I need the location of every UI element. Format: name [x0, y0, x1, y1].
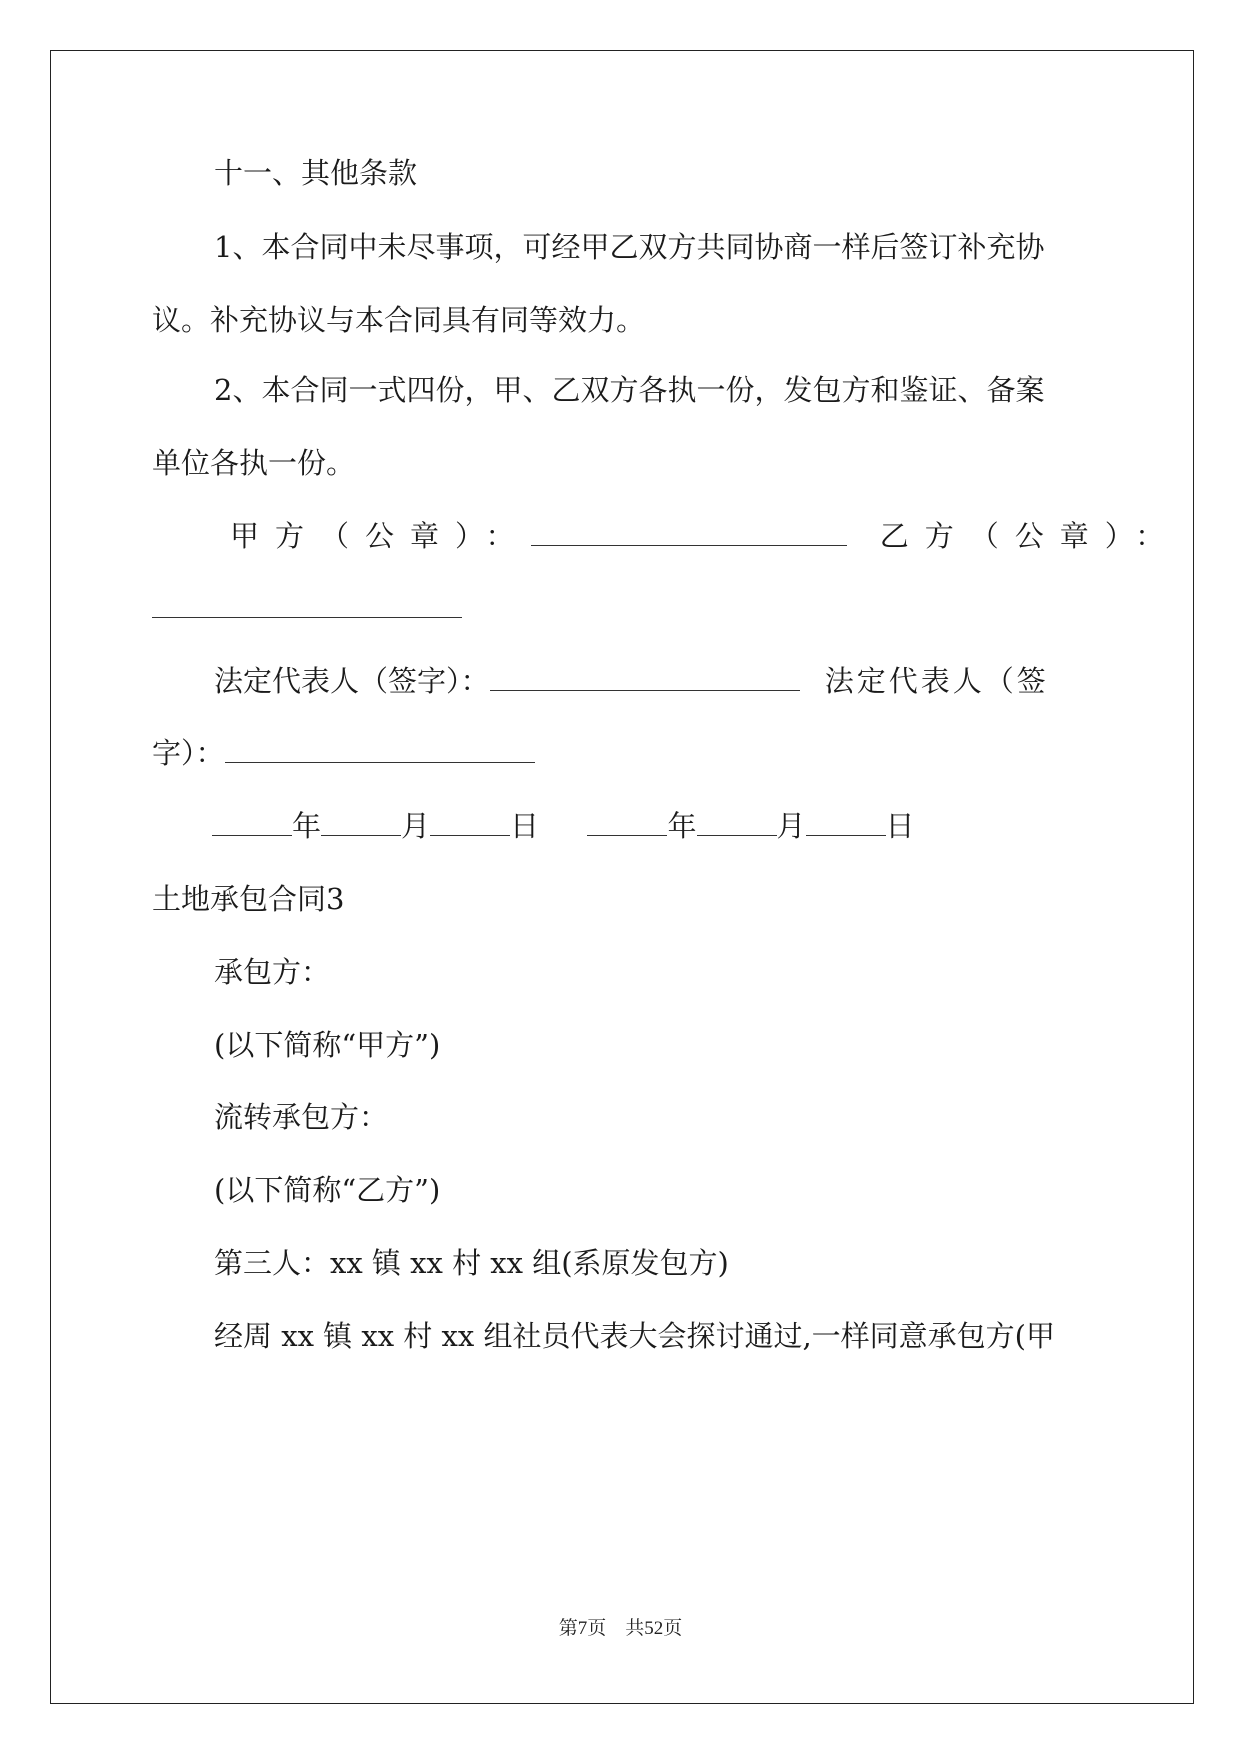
party-b-seal-label: 乙方（公章）：	[879, 519, 1181, 553]
contractor-label: 承包方：	[214, 955, 331, 989]
rep-line	[214, 661, 1049, 701]
rep-b-blank	[225, 736, 535, 763]
clause-2-line-2: 单位各执一份。	[152, 446, 356, 480]
rep-a-blank	[490, 664, 800, 691]
contractor-alias: (以下简称“甲方”)	[214, 1028, 441, 1062]
seal-line	[230, 516, 1180, 556]
clause-1-line-2: 议。补充协议与本合同具有同等效力。	[152, 303, 646, 337]
party-a-seal-label: 甲方（公章）：	[230, 519, 531, 553]
transferee-label: 流转承包方：	[214, 1100, 389, 1134]
date-a-month: 月	[401, 809, 431, 843]
date-b-year: 年	[667, 809, 697, 843]
footer-total-pages: 52	[644, 1618, 664, 1639]
page-border	[50, 50, 1194, 1704]
date-b-year-blank	[587, 809, 667, 836]
footer-page-number: 7	[577, 1618, 588, 1639]
footer-prefix: 第	[558, 1617, 578, 1639]
clause-1-line-1: 1、本合同中未尽事项，可经甲乙双方共同协商一样后签订补充协	[214, 230, 1045, 264]
date-b-day: 日	[885, 809, 915, 843]
rep-b-label-cont: 字）：	[152, 736, 225, 770]
section-heading: 十一、其他条款	[214, 156, 418, 190]
date-b-day-blank	[806, 809, 886, 836]
party-b-seal-blank	[152, 591, 462, 618]
rep-a-label: 法定代表人（签字）：	[214, 664, 490, 698]
date-a-month-blank	[321, 809, 401, 836]
date-a-day-blank	[430, 809, 510, 836]
date-line	[212, 806, 915, 846]
date-b-month-blank	[697, 809, 777, 836]
date-b-month: 月	[776, 809, 806, 843]
footer-suffix: 页	[663, 1617, 683, 1639]
date-a-year-blank	[212, 809, 292, 836]
rep-b-label: 法定代表人（签	[824, 664, 1049, 698]
footer-mid: 页 共	[587, 1617, 645, 1639]
party-a-seal-blank	[531, 519, 847, 546]
page-footer	[0, 1616, 1241, 1641]
clause-2-line-1: 2、本合同一式四份，甲、乙双方各执一份，发包方和鉴证、备案	[214, 373, 1045, 407]
date-a-day: 日	[510, 809, 540, 843]
transferee-alias: (以下简称“乙方”)	[214, 1173, 441, 1207]
party-b-seal-blank-line	[152, 588, 462, 628]
resolution-paragraph: 经周 xx 镇 xx 村 xx 组社员代表大会探讨通过,一样同意承包方(甲	[214, 1319, 1055, 1353]
rep-b-line	[152, 733, 535, 773]
document-title: 土地承包合同3	[152, 882, 345, 916]
date-a-year: 年	[292, 809, 322, 843]
third-party: 第三人：xx 镇 xx 村 xx 组(系原发包方)	[214, 1246, 729, 1280]
